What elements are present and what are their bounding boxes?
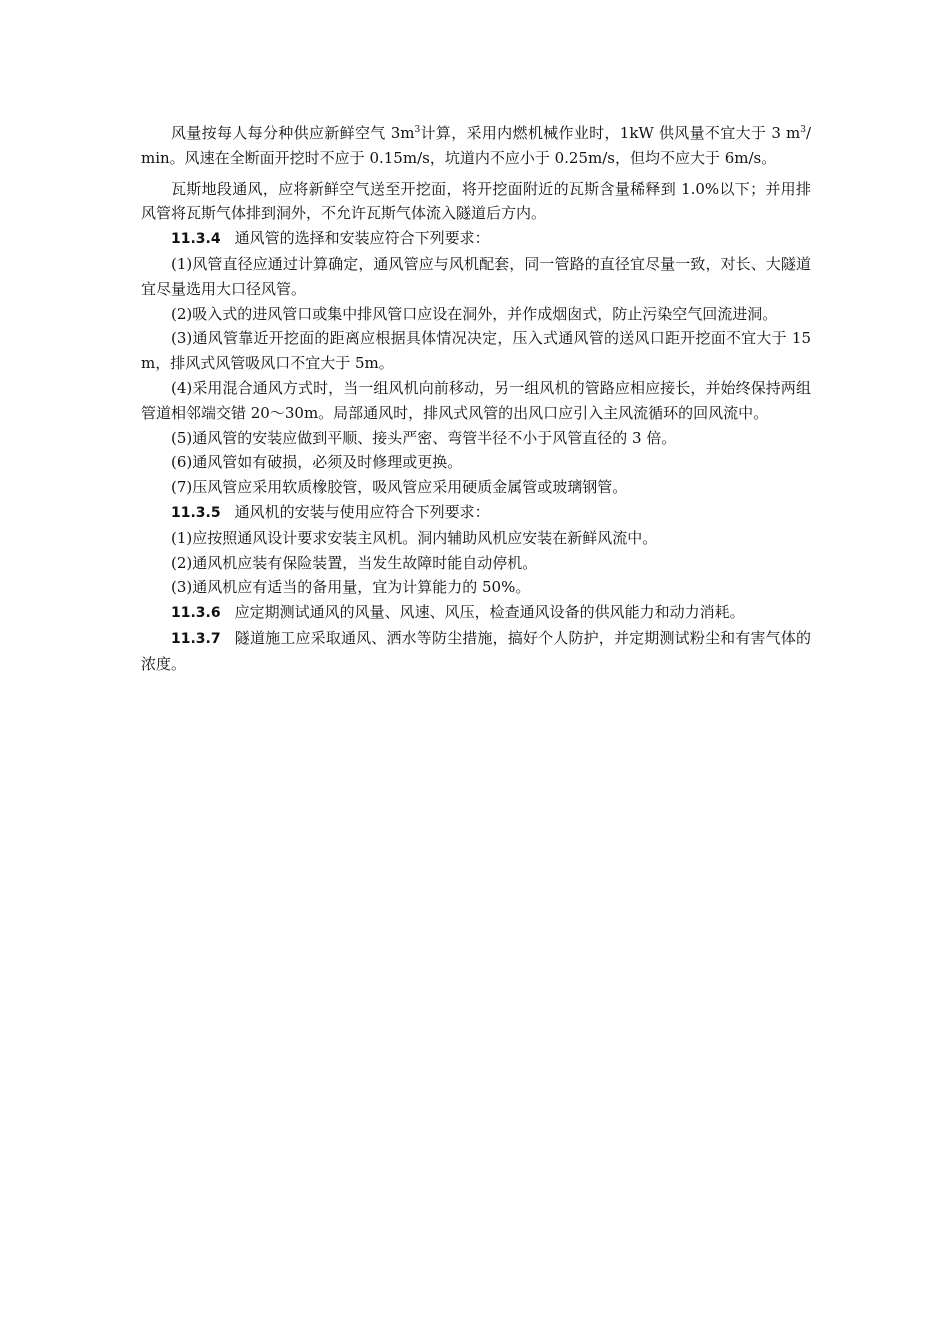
- clause-number: 11.3.6: [171, 605, 221, 622]
- clause-11-3-6: [141, 600, 811, 626]
- list-item-duct-3: (3)通风管靠近开挖面的距离应根据具体情况决定，压入式通风管的送风口距开挖面不宜大于 15m，排风式风管吸风口不宜大于 5m。: [141, 329, 811, 373]
- superscript-cubic: 3: [800, 125, 806, 135]
- clause-text: 隧道施工应采取通风、洒水等防尘措施，搞好个人防护，并定期测试粉尘和有害气体的浓度。: [141, 628, 811, 673]
- air-volume-text-a: 风量按每人每分种供应新鲜空气 3m: [171, 124, 415, 142]
- paragraph-air-volume: [141, 121, 811, 171]
- list-item-duct-2: (2)吸入式的进风管口或集中排风管口应设在洞外，并作成烟囱式，防止污染空气回流进洞。: [171, 304, 778, 323]
- clause-11-3-5: [141, 500, 811, 526]
- list-item-duct-4: (4)采用混合通风方式时，当一组风机向前移动，另一组风机的管路应相应接长，并始终保持两组管道相邻端交错 20～30m。局部通风时，排风式风管的出风口应引入主风流循环的回风流中。: [141, 378, 811, 422]
- list-item-duct-7: (7)压风管应采用软质橡胶管，吸风管应采用硬质金属管或玻璃钢管。: [171, 478, 628, 497]
- list-item-duct-1: (1)风管直径应通过计算确定，通风管应与风机配套，同一管路的直径宜尽量一致，对长、大隧道宜尽量选用大口径风管。: [141, 254, 811, 298]
- clause-11-3-7: [141, 626, 811, 677]
- list-item-duct-6: (6)通风管如有破损，必须及时修理或更换。: [171, 453, 463, 472]
- clause-text: 应定期测试通风的风量、风速、风压，检查通风设备的供风能力和动力消耗。: [234, 603, 745, 622]
- clause-number: 11.3.5: [171, 504, 221, 521]
- superscript-cubic: 3: [414, 125, 421, 135]
- list-item-fan-3: (3)通风机应有适当的备用量，宜为计算能力的 50%。: [171, 578, 531, 597]
- clause-11-3-4: [141, 226, 811, 252]
- clause-text: 通风机的安装与使用应符合下列要求：: [234, 502, 490, 521]
- list-item-fan-2: (2)通风机应装有保险装置，当发生故障时能自动停机。: [171, 553, 538, 572]
- document-body: [141, 121, 811, 677]
- clause-number: 11.3.7: [171, 630, 221, 647]
- clause-number: 11.3.4: [171, 231, 221, 248]
- paragraph-gas-ventilation: 瓦斯地段通风，应将新鲜空气送至开挖面，将开挖面附近的瓦斯含量稀释到 1.0%以下；并用排风管将瓦斯气体排到洞外，不允许瓦斯气体流入隧道后方内。: [141, 179, 811, 223]
- clause-text: 通风管的选择和安装应符合下列要求：: [234, 229, 490, 248]
- air-volume-text-c: 计算，采用内燃机械作业时，1kW 供风量不宜大于 3 m: [420, 124, 801, 142]
- air-volume-text-e: /min。风速在全断面开挖时不应于 0.15m/s，坑道内不应小于 0.25m/s，但均不应大于 6m/s。: [141, 124, 811, 167]
- list-item-fan-1: (1)应按照通风设计要求安装主风机。洞内辅助风机应安装在新鲜风流中。: [171, 528, 658, 547]
- list-item-duct-5: (5)通风管的安装应做到平顺、接头严密、弯管半径不小于风管直径的 3 倍。: [171, 428, 677, 447]
